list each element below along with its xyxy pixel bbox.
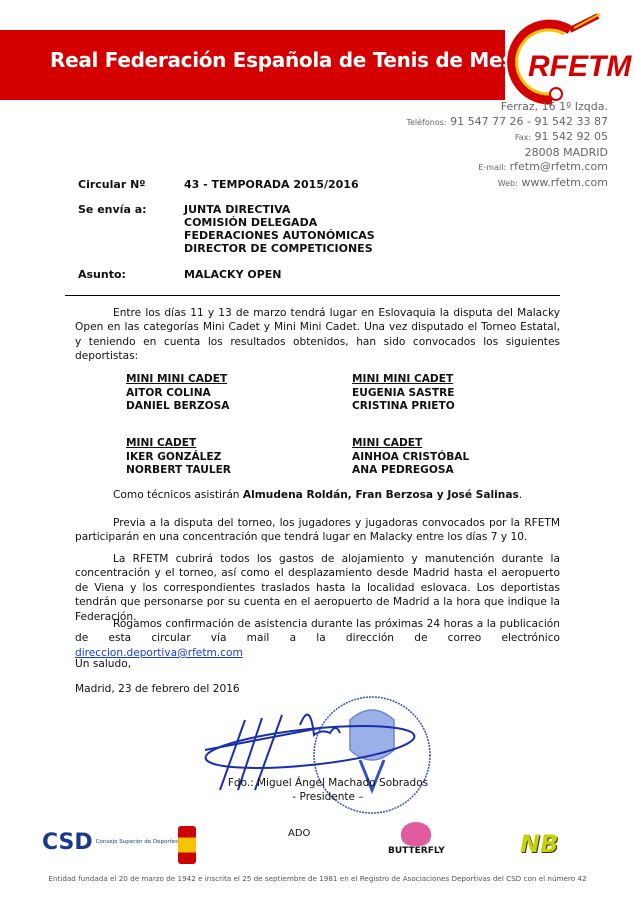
- group-title: MINI CADET: [352, 437, 423, 449]
- web[interactable]: www.rfetm.com: [521, 175, 608, 189]
- coe-logo: [178, 826, 196, 864]
- email[interactable]: rfetm@rfetm.com: [509, 160, 608, 174]
- footer-note: Entidad fundada el 20 de marzo de 1942 e inscrita el 25 de septiembre de 1981 en el Registro de Asociaciones Deportivas del CSD con el número 42: [48, 874, 587, 883]
- coaches: Almudena Roldán, Fran Berzosa y José Salinas: [242, 489, 519, 501]
- city: 28008 MADRID: [524, 145, 608, 159]
- date: Madrid, 23 de febrero del 2016: [75, 683, 240, 695]
- player: ANA PEDREGOSA: [352, 464, 454, 476]
- butterfly-logo: [388, 822, 445, 856]
- email-label: E-mail:: [478, 163, 507, 173]
- butterfly-text: BUTTERFLY: [388, 846, 445, 856]
- greeting: Un saludo,: [75, 658, 132, 670]
- ado-logo: ADO: [288, 828, 311, 839]
- group-title: MINI MINI CADET: [126, 373, 228, 385]
- csd-text: CSD: [42, 830, 93, 855]
- circular-label: Circular Nº: [78, 178, 146, 191]
- confirmation-text: Rogamos confirmación de asistencia durante las próximas 24 horas a la publicación de esta circular vía mail a la dirección de correo electrónico: [75, 618, 560, 645]
- nb-logo: NB: [520, 830, 559, 858]
- player: DANIEL BERZOSA: [126, 400, 230, 412]
- csd-logo: [42, 830, 179, 855]
- subject-value: MALACKY OPEN: [184, 268, 282, 281]
- signer-role: - Presidente –: [292, 791, 364, 803]
- butterfly-icon: [401, 822, 431, 846]
- signer-name: Fdo.: Miguel Ángel Machado Sobrados: [227, 777, 429, 789]
- recipient: COMISIÓN DELEGADA: [184, 216, 318, 229]
- recipient: JUNTA DIRECTIVA: [184, 203, 291, 216]
- svg-text:RFETM: RFETM: [528, 50, 632, 83]
- phone-label: Teléfonos:: [406, 117, 447, 127]
- phones: 91 547 77 26 - 91 542 33 87: [450, 114, 608, 128]
- paragraph-intro: Entre los días 11 y 13 de marzo tendrá lugar en Eslovaquia la disputa del Malacky Open en las categorías Mini Cadet y Mini Mini Cadet. Una vez disputado el Torneo Estatal, y teniendo en cuenta los resultados obtenidos, han sido convocados los siguientes deportistas:: [75, 307, 560, 363]
- subject-label: Asunto:: [78, 268, 126, 281]
- federation-title: Real Federación Española de Tenis de Mesa: [50, 48, 528, 72]
- circular-value: 43 - TEMPORADA 2015/2016: [184, 178, 359, 191]
- fax: 91 542 92 05: [534, 130, 608, 144]
- fax-label: Fax:: [514, 133, 532, 143]
- web-label: Web:: [497, 178, 518, 188]
- player: IKER GONZÁLEZ: [126, 450, 222, 463]
- recipient: DIRECTOR DE COMPETICIONES: [184, 242, 373, 255]
- group-title: MINI CADET: [126, 437, 197, 449]
- coaches-suffix: .: [518, 489, 523, 501]
- player: CRISTINA PRIETO: [352, 400, 455, 412]
- sent-label: Se envía a:: [78, 203, 147, 216]
- paragraph-expenses: La RFETM cubrirá todos los gastos de alojamiento y manutención durante la concentración y el torneo, así como el desplazamiento desde Madrid hasta el aeropuerto de Viena y los correspondientes traslados hasta la localidad eslovaca. Los deportistas tendrán que personarse por su cuenta en el aeropuerto de Madrid a la hora que indique la Federación.: [75, 553, 560, 623]
- csd-subtitle: Consejo Superior de Deportes: [95, 839, 179, 846]
- contact-email-link[interactable]: direccion.deportiva@rfetm.com: [75, 646, 243, 659]
- recipient: FEDERACIONES AUTONÓMICAS: [184, 229, 375, 242]
- paragraph-concentration: Previa a la disputa del torneo, los jugadores y jugadoras convocados por la RFETM participarán en una concentración que tendrá lugar en Malacky entre los días 7 y 10.: [75, 517, 560, 544]
- signature-block: [218, 776, 438, 804]
- player: AINHOA CRISTÓBAL: [352, 450, 470, 463]
- player: EUGENIA SASTRE: [352, 386, 455, 399]
- coaches-prefix: Como técnicos asistirán: [113, 489, 243, 501]
- address: Ferraz, 16 1º Izqda.: [500, 100, 608, 113]
- group-title: MINI MINI CADET: [352, 373, 454, 385]
- player: NORBERT TAULER: [126, 464, 231, 476]
- player: AITOR COLINA: [126, 386, 211, 399]
